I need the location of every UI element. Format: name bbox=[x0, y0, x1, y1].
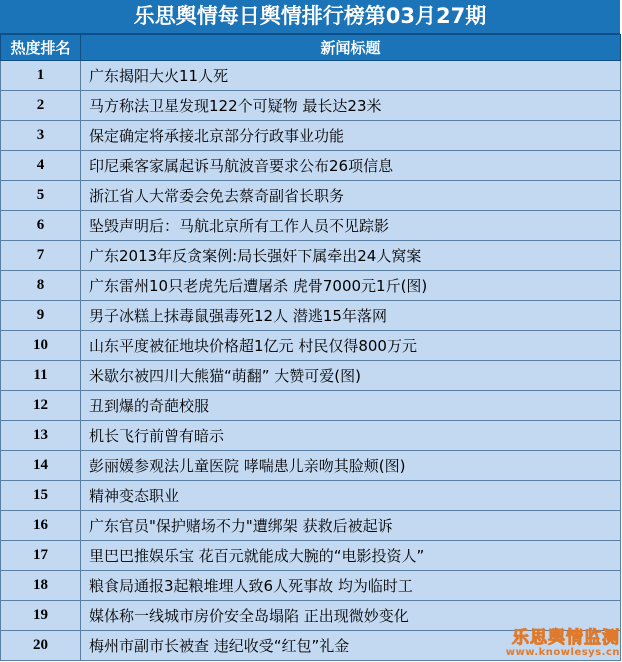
rank-cell: 11 bbox=[1, 361, 81, 391]
column-header-headline: 新闻标题 bbox=[81, 35, 621, 61]
table-row bbox=[1, 511, 621, 541]
table-row bbox=[1, 601, 621, 631]
table-row bbox=[1, 181, 621, 211]
headline-cell: 坠毁声明后：马航北京所有工作人员不见踪影 bbox=[81, 211, 621, 241]
headline-cell: 男子冰糕上抹毒鼠强毒死12人 潜逃15年落网 bbox=[81, 301, 621, 331]
rank-cell: 16 bbox=[1, 511, 81, 541]
rank-cell: 10 bbox=[1, 331, 81, 361]
rank-cell: 3 bbox=[1, 121, 81, 151]
headline-cell: 梅州市副市长被查 违纪收受“红包”礼金 bbox=[81, 631, 621, 661]
table-row bbox=[1, 151, 621, 181]
rank-cell: 6 bbox=[1, 211, 81, 241]
table-body bbox=[1, 61, 621, 661]
table-header-row bbox=[1, 35, 621, 61]
headline-cell: 广东官员"保护赌场不力"遭绑架 获救后被起诉 bbox=[81, 511, 621, 541]
table-row bbox=[1, 481, 621, 511]
headline-cell: 广东2013年反贪案例:局长强奸下属牵出24人窝案 bbox=[81, 241, 621, 271]
rank-cell: 18 bbox=[1, 571, 81, 601]
table-row bbox=[1, 211, 621, 241]
table-row bbox=[1, 451, 621, 481]
watermark-name: 乐思舆情监测 bbox=[512, 627, 620, 648]
table-row bbox=[1, 301, 621, 331]
headline-cell: 山东平度被征地块价格超1亿元 村民仅得800万元 bbox=[81, 331, 621, 361]
headline-cell: 广东雷州10只老虎先后遭屠杀 虎骨7000元1斤(图) bbox=[81, 271, 621, 301]
watermark-logo bbox=[500, 627, 620, 658]
headline-cell: 粮食局通报3起粮堆埋人致6人死事故 均为临时工 bbox=[81, 571, 621, 601]
rank-cell: 4 bbox=[1, 151, 81, 181]
table-row bbox=[1, 541, 621, 571]
table-row bbox=[1, 331, 621, 361]
rank-cell: 8 bbox=[1, 271, 81, 301]
headline-cell: 浙江省人大常委会免去蔡奇副省长职务 bbox=[81, 181, 621, 211]
rank-cell: 2 bbox=[1, 91, 81, 121]
headline-cell: 机长飞行前曾有暗示 bbox=[81, 421, 621, 451]
page-title: 乐思舆情每日舆情排行榜第03月27期 bbox=[0, 0, 620, 34]
table-row bbox=[1, 91, 621, 121]
headline-cell: 保定确定将承接北京部分行政事业功能 bbox=[81, 121, 621, 151]
headline-cell: 印尼乘客家属起诉马航波音要求公布26项信息 bbox=[81, 151, 621, 181]
headline-cell: 里巴巴推娱乐宝 花百元就能成大腕的“电影投资人” bbox=[81, 541, 621, 571]
rank-cell: 13 bbox=[1, 421, 81, 451]
table-row bbox=[1, 361, 621, 391]
rank-cell: 7 bbox=[1, 241, 81, 271]
rank-cell: 1 bbox=[1, 61, 81, 91]
watermark-url: www.knowlesys.cn bbox=[505, 646, 620, 658]
rank-cell: 12 bbox=[1, 391, 81, 421]
column-header-rank: 热度排名 bbox=[1, 35, 81, 61]
rank-cell: 5 bbox=[1, 181, 81, 211]
rank-cell: 19 bbox=[1, 601, 81, 631]
headline-cell: 彭丽媛参观法儿童医院 哮喘患儿亲吻其脸颊(图) bbox=[81, 451, 621, 481]
rank-cell: 15 bbox=[1, 481, 81, 511]
headline-cell: 媒体称一线城市房价安全岛塌陷 正出现微妙变化 bbox=[81, 601, 621, 631]
table-row bbox=[1, 271, 621, 301]
table-row bbox=[1, 391, 621, 421]
ranking-table bbox=[0, 34, 621, 661]
rank-cell: 20 bbox=[1, 631, 81, 661]
headline-cell: 丑到爆的奇葩校服 bbox=[81, 391, 621, 421]
headline-cell: 广东揭阳大火11人死 bbox=[81, 61, 621, 91]
table-row bbox=[1, 571, 621, 601]
rank-cell: 14 bbox=[1, 451, 81, 481]
headline-cell: 米歇尔被四川大熊猫“萌翻” 大赞可爱(图) bbox=[81, 361, 621, 391]
rank-cell: 17 bbox=[1, 541, 81, 571]
table-row bbox=[1, 421, 621, 451]
table-row bbox=[1, 241, 621, 271]
table-row bbox=[1, 121, 621, 151]
headline-cell: 马方称法卫星发现122个可疑物 最长达23米 bbox=[81, 91, 621, 121]
table-row bbox=[1, 61, 621, 91]
headline-cell: 精神变态职业 bbox=[81, 481, 621, 511]
rank-cell: 9 bbox=[1, 301, 81, 331]
